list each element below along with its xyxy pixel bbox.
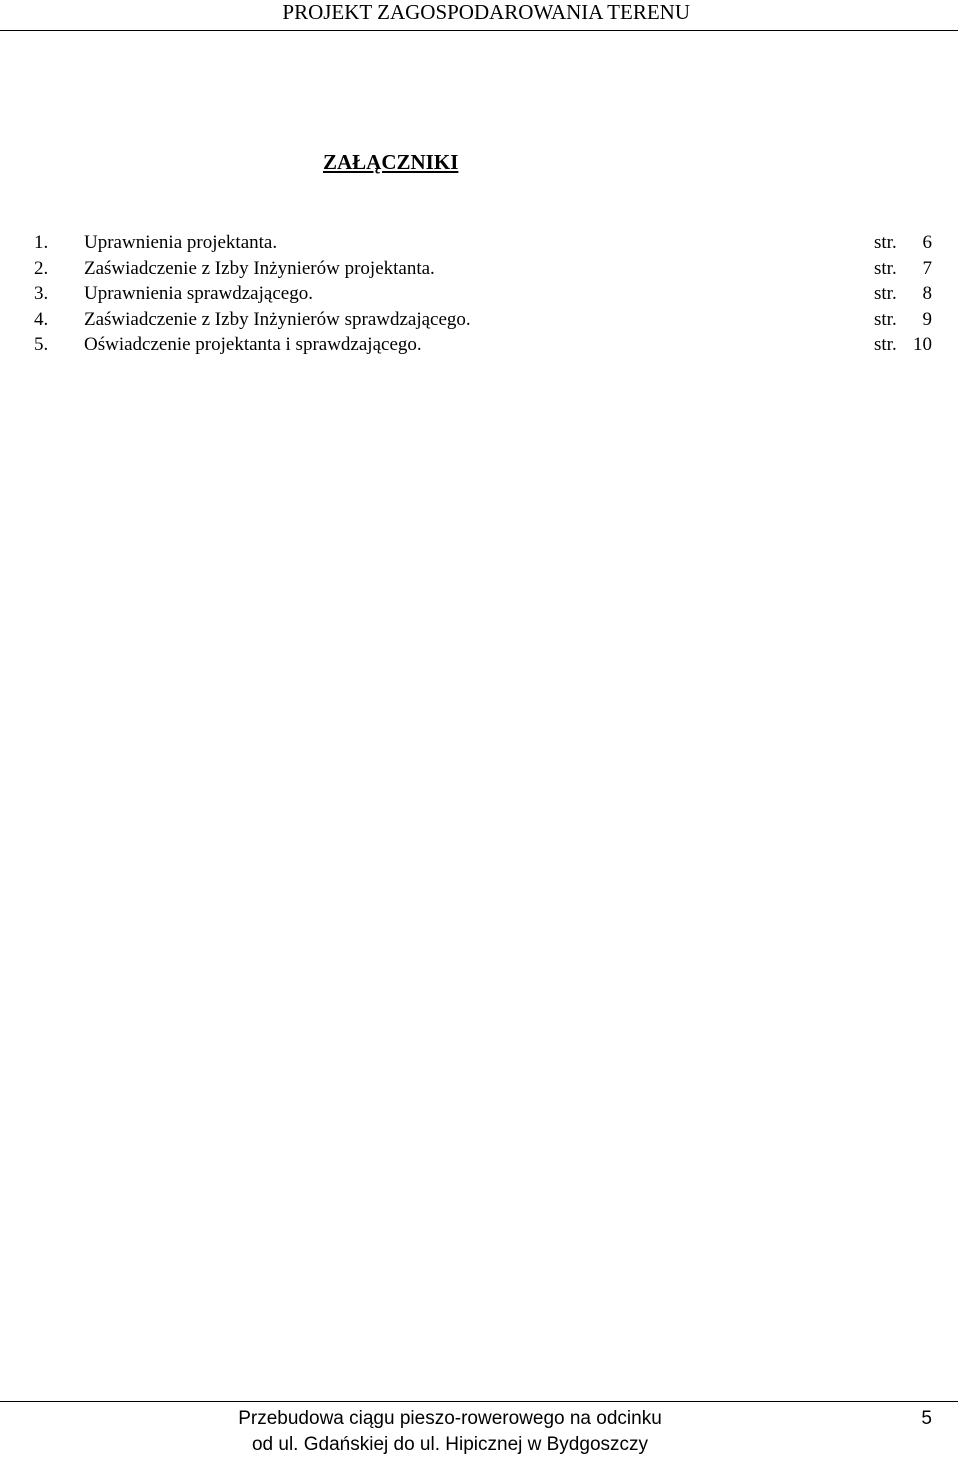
footer-project-name xyxy=(200,1406,700,1458)
list-item xyxy=(34,281,934,307)
item-label: Zaświadczenie z Izby Inżynierów projektanta. xyxy=(84,257,435,279)
item-page-prefix: str. xyxy=(874,308,897,330)
section-title: ZAŁĄCZNIKI xyxy=(323,150,459,174)
item-number: 5. xyxy=(34,334,49,356)
item-number: 4. xyxy=(34,308,49,330)
item-page-number: 8 xyxy=(922,283,932,305)
item-page-number: 7 xyxy=(922,257,932,279)
list-item xyxy=(34,256,934,282)
page-footer xyxy=(0,1401,958,1459)
item-page-number: 10 xyxy=(913,334,932,356)
list-item xyxy=(34,230,934,256)
item-label: Uprawnienia projektanta. xyxy=(84,232,278,253)
item-label: Oświadczenie projektanta i sprawdzającego. xyxy=(84,334,422,356)
list-item xyxy=(34,332,934,358)
item-page-number: 6 xyxy=(922,232,932,253)
item-number: 3. xyxy=(34,283,49,305)
item-page-prefix: str. xyxy=(874,232,897,253)
item-number: 1. xyxy=(34,232,49,253)
footer-line-1: Przebudowa ciągu pieszo-rowerowego na odcinku xyxy=(238,1408,662,1429)
footer-line-2: od ul. Gdańskiej do ul. Hipicznej w Bydgoszczy xyxy=(251,1434,649,1455)
item-page-number: 9 xyxy=(922,308,932,330)
item-label: Uprawnienia sprawdzającego. xyxy=(84,283,313,305)
list-item xyxy=(34,307,934,333)
item-page-prefix: str. xyxy=(874,257,897,279)
page-number: 5 xyxy=(921,1408,932,1429)
item-page-prefix: str. xyxy=(874,283,897,305)
attachments-list xyxy=(34,230,934,358)
page-header xyxy=(0,0,958,31)
item-label: Zaświadczenie z Izby Inżynierów sprawdzającego. xyxy=(84,308,471,330)
item-page-prefix: str. xyxy=(874,334,897,356)
item-number: 2. xyxy=(34,257,49,279)
header-title: PROJEKT ZAGOSPODAROWANIA TERENU xyxy=(282,0,690,24)
